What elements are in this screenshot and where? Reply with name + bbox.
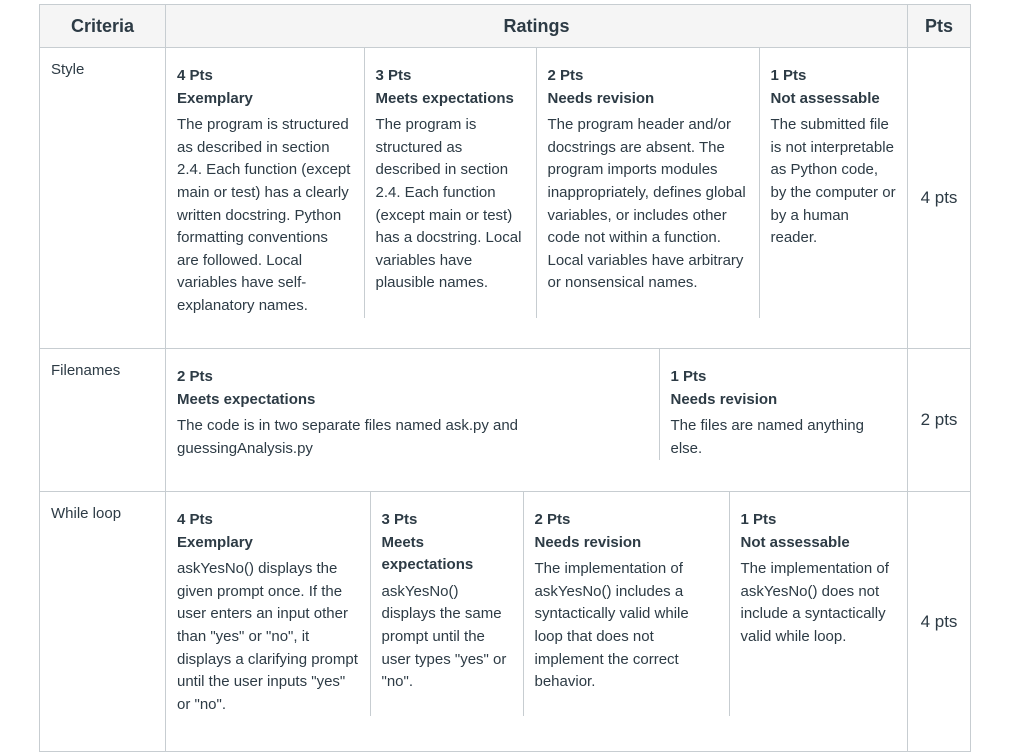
rating-title: Needs revision — [670, 390, 778, 408]
criterion-name: While loop — [40, 492, 166, 752]
rating-description: The program is structured as described in section 2.4. Each function (except main or test) has a clearly written docstring. Python formatting conventions are followed. Local variables have self-explanatory names. — [177, 116, 351, 314]
rating-title: Exemplary — [177, 89, 253, 107]
ratings-grid — [166, 492, 908, 716]
criterion-row-while-loop — [40, 492, 971, 752]
rating-points: 2 Pts — [177, 368, 213, 385]
rating-title: Meets expectations — [177, 390, 316, 408]
criterion-points: 4 pts — [908, 492, 971, 752]
rating-description: The program header and/or docstrings are absent. The program imports modules inappropriately, defines global variables, or includes other code not within a function. Local variables have arbitrary or nonsensical names. — [547, 116, 746, 292]
rating-option[interactable] — [729, 492, 908, 716]
rating-description: The code is in two separate files named ask.py and guessingAnalysis.py — [177, 417, 519, 457]
criterion-points: 4 pts — [908, 48, 971, 349]
rating-title: Not assessable — [740, 533, 850, 551]
rating-option[interactable] — [759, 48, 908, 318]
rating-title: Exemplary — [177, 533, 253, 551]
rating-title: Needs revision — [534, 533, 642, 551]
rating-description: askYesNo() displays the given prompt once. If the user enters an input other than "yes" or "no", it displays a clarifying prompt until the user inputs "yes" or "no". — [177, 560, 358, 713]
rating-description: The implementation of askYesNo() does not include a syntactically valid while loop. — [740, 560, 889, 645]
rating-title: Not assessable — [770, 89, 880, 107]
rating-option[interactable] — [536, 48, 759, 318]
rating-points: 4 Pts — [177, 67, 213, 84]
ratings-grid — [166, 48, 908, 318]
criterion-points: 2 pts — [908, 349, 971, 492]
rating-points: 3 Pts — [381, 511, 418, 528]
rating-description: The implementation of askYesNo() includes a syntactically valid while loop that does not implement the correct behavior. — [534, 560, 689, 691]
rating-title: Needs revision — [547, 89, 655, 107]
ratings-cell — [166, 492, 908, 752]
criterion-row-filenames — [40, 349, 971, 492]
rating-title: Meets expectations — [375, 89, 514, 107]
criterion-row-style — [40, 48, 971, 349]
ratings-grid — [166, 349, 908, 460]
ratings-header: Ratings — [166, 5, 908, 48]
rating-option[interactable] — [166, 492, 370, 716]
rating-description: askYesNo() displays the same prompt until the user types "yes" or "no". — [381, 582, 507, 691]
pts-header: Pts — [908, 5, 971, 48]
rating-points: 2 Pts — [534, 511, 571, 528]
rating-description: The files are named anything else. — [670, 417, 864, 457]
rating-points: 4 Pts — [177, 511, 213, 528]
rubric-table — [39, 4, 971, 752]
rating-description: The submitted file is not interpretable as Python code, by the computer or by a human reader. — [770, 116, 896, 247]
rubric-header-row — [40, 5, 971, 48]
rating-points: 1 Pts — [740, 511, 777, 528]
rating-description: The program is structured as described in section 2.4. Each function (except main or test) has a docstring. Local variables have plausible names. — [375, 116, 522, 292]
rating-title: Meets expectations — [381, 533, 474, 574]
rating-option[interactable] — [364, 48, 536, 318]
rating-option[interactable] — [659, 349, 908, 460]
rating-points: 3 Pts — [375, 67, 412, 84]
ratings-cell — [166, 48, 908, 349]
rating-points: 2 Pts — [547, 67, 584, 84]
ratings-cell — [166, 349, 908, 492]
rating-option[interactable] — [370, 492, 523, 716]
rating-points: 1 Pts — [770, 67, 807, 84]
rating-option[interactable] — [166, 48, 364, 318]
criteria-header: Criteria — [40, 5, 166, 48]
criterion-name: Style — [40, 48, 166, 349]
rating-option[interactable] — [523, 492, 729, 716]
criterion-name: Filenames — [40, 349, 166, 492]
rating-option[interactable] — [166, 349, 659, 460]
rating-points: 1 Pts — [670, 368, 707, 385]
